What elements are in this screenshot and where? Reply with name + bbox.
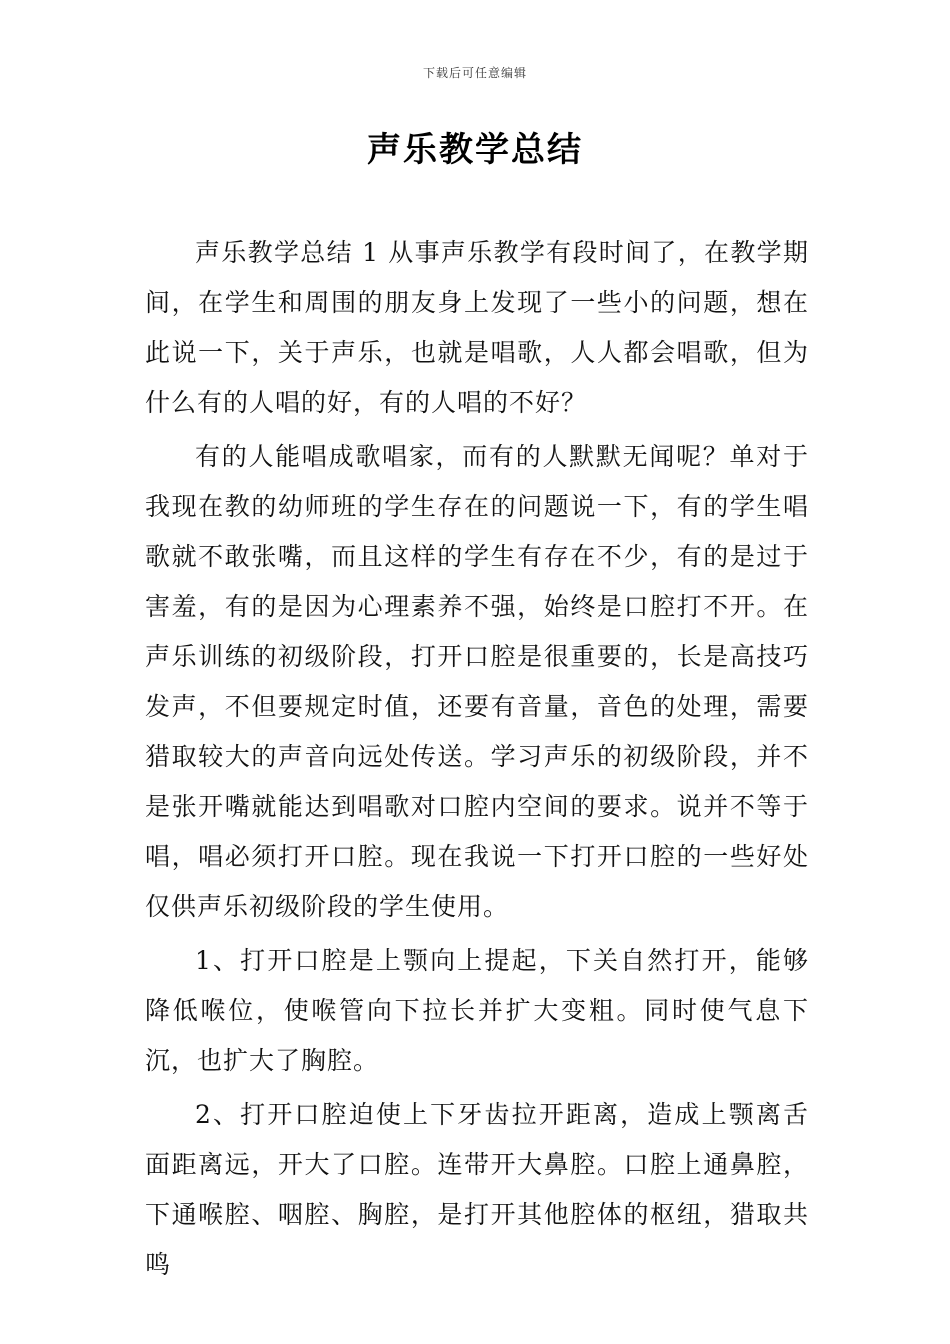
paragraph-2: 有的人能唱成歌唱家，而有的人默默无闻呢？单对于我现在教的幼师班的学生存在的问题说一下，有的学生唱歌就不敢张嘴，而且这样的学生有存在不少，有的是过于害羞，有的是因为心理素养不强，始终是口腔打不开。在声乐训练的初级阶段，打开口腔是很重要的，长是高技巧发声，不但要规定时值，还要有音量，音色的处理，需要猎取较大的声音向远处传送。学习声乐的初级阶段，并不是张开嘴就能达到唱歌对口腔内空间的要求。说并不等于唱，唱必须打开口腔。现在我说一下打开口腔的一些好处仅供声乐初级阶段的学生使用。 xyxy=(145,442,809,921)
paragraph-1: 声乐教学总结 1 从事声乐教学有段时间了，在教学期间，在学生和周围的朋友身上发现了一些小的问题，想在此说一下，关于声乐，也就是唱歌，人人都会唱歌，但为什么有的人唱的好，有的人唱的不好？ xyxy=(145,238,809,417)
paragraph-3: 1、打开口腔是上颚向上提起，下关自然打开，能够降低喉位，使喉管向下拉长并扩大变粗。同时使气息下沉，也扩大了胸腔。 xyxy=(145,946,809,1075)
document-title: 声乐教学总结 xyxy=(367,130,583,170)
paragraph-4: 2、打开口腔迫使上下牙齿拉开距离，造成上颚离舌面距离远，开大了口腔。连带开大鼻腔。口腔上通鼻腔，下通喉腔、咽腔、胸腔，是打开其他腔体的枢纽，猎取共鸣 xyxy=(145,1100,809,1279)
header-note: 下载后可任意编辑 xyxy=(422,66,527,80)
document-body xyxy=(145,228,809,1294)
